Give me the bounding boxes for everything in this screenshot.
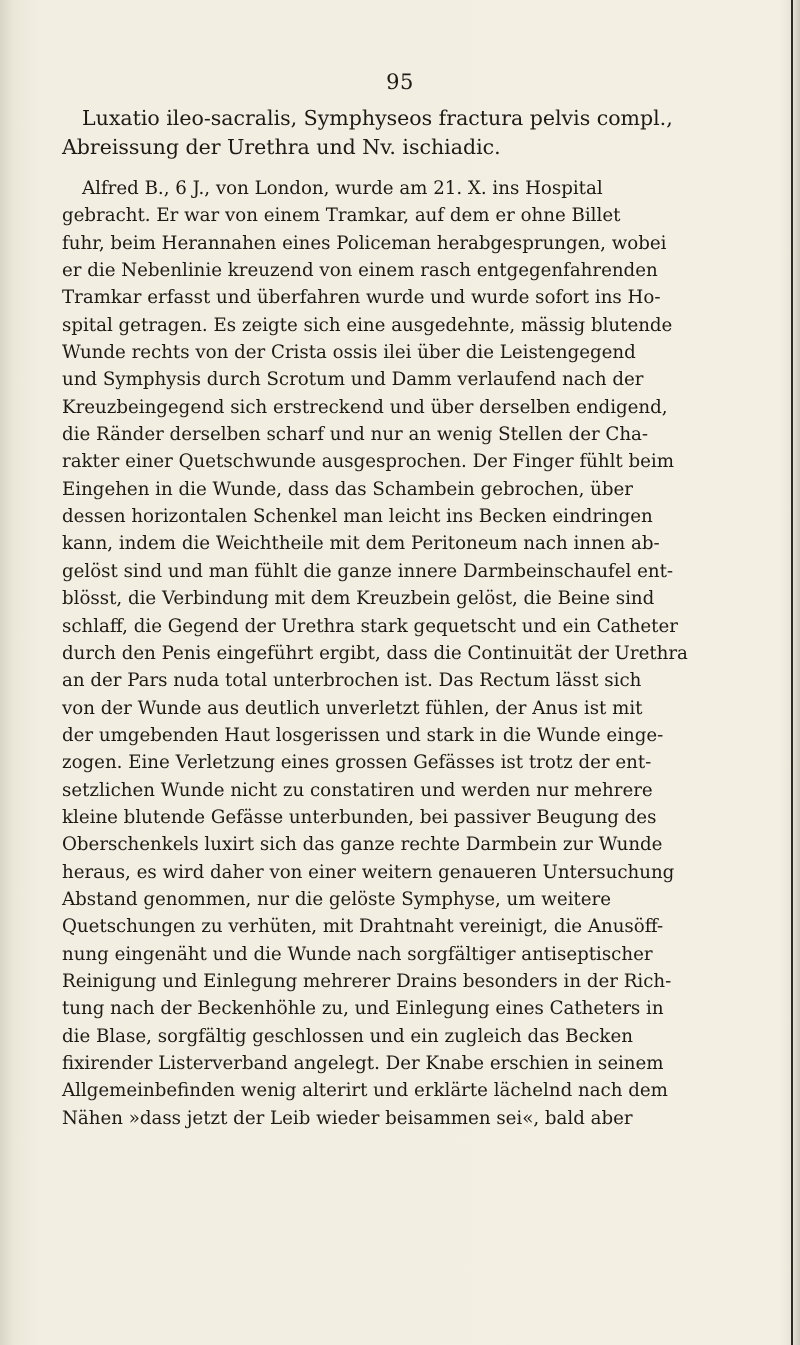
text-line: Tramkar erfasst und überfahren wurde und wurde sofort ins Ho-: [62, 287, 661, 309]
text-line: kleine blutende Gefässe unterbunden, bei passiver Beugung des: [62, 806, 657, 828]
text-line: Abstand genommen, nur die gelöste Symphyse, um weitere: [62, 888, 611, 910]
text-line: von der Wunde aus deutlich unverletzt fühlen, der Anus ist mit: [62, 697, 643, 719]
text-line: Oberschenkels luxirt sich das ganze rechte Darmbein zur Wunde: [62, 834, 663, 856]
text-line: die Blase, sorgfältig geschlossen und ein zugleich das Becken: [62, 1025, 633, 1047]
text-line: der umgebenden Haut losgerissen und stark in die Wunde einge-: [62, 724, 664, 746]
text-line: Wunde rechts von der Crista ossis ilei über die Leistengegend: [62, 342, 636, 364]
page-edge-line: [791, 0, 793, 1345]
text-line: tung nach der Beckenhöhle zu, und Einlegung eines Catheters in: [62, 998, 664, 1020]
title-line: Abreissung der Urethra und Nv. ischiadic.: [62, 135, 501, 159]
text-line: fixirender Listerverband angelegt. Der Knabe erschien in seinem: [62, 1053, 664, 1074]
text-line: rakter einer Quetschwunde ausgesprochen. Der Finger fühlt beim: [62, 451, 674, 473]
text-line: durch den Penis eingeführt ergibt, dass die Continuität der Urethra: [62, 642, 688, 664]
text-line: setzlichen Wunde nicht zu constatiren und werden nur mehrere: [62, 779, 653, 801]
text-line: zogen. Eine Verletzung eines grossen Gefässes ist trotz der ent-: [62, 752, 652, 774]
text-line: fuhr, beim Herannahen eines Policeman herabgesprungen, wobei: [62, 232, 667, 254]
text-line: Eingehen in die Wunde, dass das Schambein gebrochen, über: [62, 478, 633, 500]
text-line: an der Pars nuda total unterbrochen ist. Das Rectum lässt sich: [62, 670, 642, 692]
text-line: Quetschungen zu verhüten, mit Drahtnaht vereinigt, die Anusöff-: [62, 916, 664, 938]
page-number: 95: [386, 70, 414, 94]
text-line: heraus, es wird daher von einer weitern genaueren Untersuchung: [62, 861, 675, 883]
text-line: er die Nebenlinie kreuzend von einem rasch entgegenfahrenden: [62, 260, 658, 282]
text-line: spital getragen. Es zeigte sich eine ausgedehnte, mässig blutende: [62, 314, 673, 336]
text-line: gelöst sind und man fühlt die ganze innere Darmbeinschaufel ent-: [62, 560, 674, 582]
text-line: Reinigung und Einlegung mehrerer Drains besonders in der Rich-: [62, 970, 672, 992]
text-line: Kreuzbeingegend sich erstreckend und über derselben endigend,: [62, 396, 668, 418]
title-line: Luxatio ileo-sacralis, Symphyseos fractura pelvis compl.,: [82, 106, 673, 130]
text-line: Allgemeinbefinden wenig alterirt und erklärte lächelnd nach dem: [62, 1080, 668, 1102]
text-line: nung eingenäht und die Wunde nach sorgfältiger antiseptischer: [62, 943, 653, 965]
text-line: kann, indem die Weichtheile mit dem Peritoneum nach innen ab-: [62, 533, 660, 555]
text-line: schlaff, die Gegend der Urethra stark gequetscht und ein Catheter: [62, 615, 678, 637]
text-line: Nähen »dass jetzt der Leib wieder beisammen sei«, bald aber: [62, 1107, 633, 1129]
text-line: blösst, die Verbindung mit dem Kreuzbein gelöst, die Beine sind: [62, 588, 655, 610]
case-report-paragraph: [62, 175, 782, 1132]
case-title: [62, 104, 782, 162]
text-line: gebracht. Er war von einem Tramkar, auf dem er ohne Billet: [62, 205, 621, 227]
text-line: Alfred B., 6 J., von London, wurde am 21. X. ins Hospital: [82, 178, 603, 199]
text-line: die Ränder derselben scharf und nur an wenig Stellen der Cha-: [62, 424, 649, 446]
text-line: dessen horizontalen Schenkel man leicht ins Becken eindringen: [62, 506, 653, 528]
text-line: und Symphysis durch Scrotum und Damm verlaufend nach der: [62, 369, 644, 391]
